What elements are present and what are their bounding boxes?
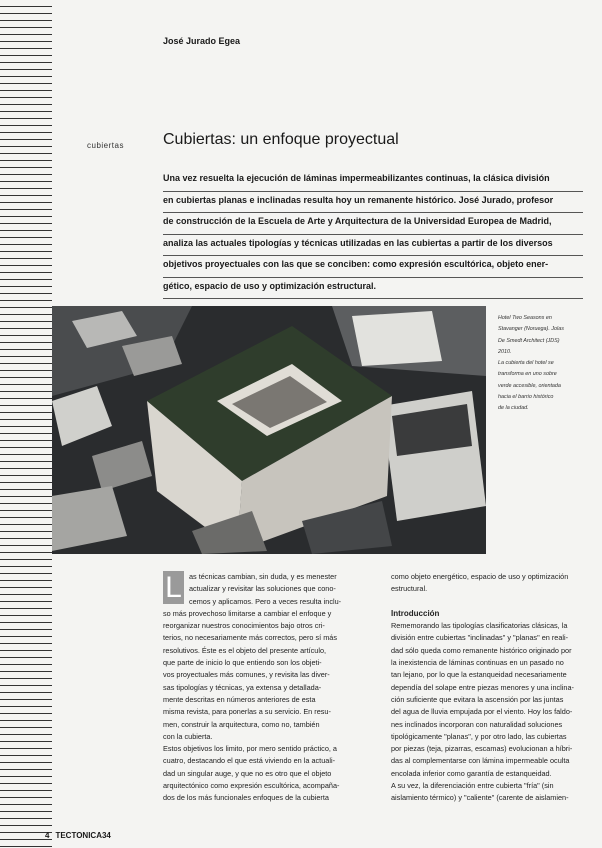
subheading: Introducción	[391, 608, 440, 618]
caption-line: 2010.	[498, 348, 512, 355]
page-number: 4	[45, 831, 50, 840]
magazine-name: TECTONICA34	[55, 831, 111, 840]
body-line: tan lejano, por lo que la estanqueidad necesariamente	[391, 670, 567, 680]
body-line: Estos objetivos los limito, por mero sentido práctico, a	[163, 744, 337, 754]
body-line: del agua de lluvia empujada por el viento. Hoy los faldo-	[391, 707, 573, 717]
lead-line: en cubiertas planas e inclinadas resulta hoy un remanente histórico. José Jurado, profesor	[163, 192, 583, 214]
body-line: das al complementarse con lámina impermeable oculta	[391, 756, 570, 766]
body-line: cemos y aplicamos. Pero a veces resulta inclu-	[189, 596, 342, 606]
body-line: dad un singular auge, y que no es otro que el objeto	[163, 768, 332, 778]
lead-line: objetivos proyectuales con las que se conciben: como expresión escultórica, objeto ener-	[163, 256, 583, 278]
caption-line: de la ciudad.	[498, 405, 529, 412]
caption-line: verde accesible, orientada	[498, 382, 561, 389]
body-line: estructural.	[391, 584, 428, 594]
page-title: Cubiertas: un enfoque proyectual	[163, 131, 399, 148]
caption-line: La cubierta del hotel se	[498, 360, 554, 367]
hotel-photo-illustration	[52, 306, 486, 554]
caption-line: Hotel Two Seasons en	[498, 315, 552, 321]
caption-line: Stavanger (Noruega). Jolas	[498, 326, 564, 333]
body-line: nes inclinados incorporan con naturalidad soluciones	[391, 719, 563, 729]
lead-line: gético, espacio de uso y optimización estructural.	[163, 278, 583, 300]
body-line: so más provechoso limitarse a cambiar el enfoque y	[163, 608, 332, 618]
body-line: encolada inferior como garantía de estanqueidad.	[391, 768, 552, 778]
caption-line: De Smedt Architect (JDS)	[498, 337, 560, 344]
hotel-aerial-photo	[52, 306, 486, 554]
body-line: división entre cubiertas "inclinadas" y "planas" en reali-	[391, 633, 569, 643]
drop-cap: L	[163, 571, 184, 604]
body-line: aislamiento térmico) y "caliente" (carente de aislamien-	[391, 793, 569, 803]
lead-line: de construcción de la Escuela de Arte y Arquitectura de la Universidad Europea de Madrid,	[163, 213, 583, 235]
body-line: dependía del solape entre piezas menores y una inclina-	[391, 682, 574, 692]
body-line: mente descritas en números anteriores de esta	[163, 694, 316, 704]
caption-line: transforma en uno sobre	[498, 371, 557, 378]
body-line: vos proyectuales más comunes, y revisita las diver-	[163, 670, 330, 680]
lead-line: analiza las actuales tipologías y técnicas utilizadas en las cubiertas a partir de los diversos	[163, 235, 583, 257]
page-footer	[45, 831, 111, 840]
body-line: Rememorando las tipologías clasificatorias clásicas, la	[391, 621, 568, 631]
body-line: dos de los más funcionales enfoques de la cubierta	[163, 793, 329, 803]
spacer	[391, 596, 578, 608]
section-label: cubiertas	[87, 141, 124, 150]
author-name: José Jurado Egea	[163, 36, 241, 46]
body-column-left	[163, 571, 378, 805]
body-line: dad sólo queda como remanente histórico originado por	[391, 645, 572, 655]
lead-line: Una vez resuelta la ejecución de láminas impermeabilizantes continuas, la clásica división	[163, 170, 583, 192]
body-line: la inexistencia de láminas continuas en un pasado no	[391, 658, 564, 668]
body-line: sas tipologías y técnicas, ya extensa y detallada-	[163, 682, 322, 692]
body-line: A su vez, la diferenciación entre cubierta "fría" (sin	[391, 781, 554, 791]
body-line: por piezas (teja, pizarras, escamas) evolucionan a híbri-	[391, 744, 573, 754]
lead-paragraph	[163, 170, 583, 299]
body-line: con la cubierta.	[163, 731, 213, 741]
body-line: como objeto energético, espacio de uso y optimización	[391, 572, 569, 581]
body-line: cuatro, destacando el que está viviendo en la actuali-	[163, 756, 335, 766]
body-line: resolutivos. Éste es el objeto del presente artículo,	[163, 645, 327, 655]
body-line: ción suficiente que evitara la ascensión por las juntas	[391, 694, 564, 704]
decorative-margin-lines	[0, 0, 52, 848]
body-line: tipológicamente "planas", y por otro lado, las cubiertas	[391, 731, 567, 741]
body-line: terios, no necesariamente más correctos, pero sí más	[163, 633, 337, 643]
body-line: actualizar y revisitar las soluciones que cono-	[189, 584, 336, 594]
body-line: men, construir la arquitectura, como no, también	[163, 719, 320, 729]
body-line: arquitectónico como expresión escultórica, acompaña-	[163, 781, 340, 791]
photo-caption	[498, 313, 578, 415]
body-column-right	[391, 571, 578, 805]
body-line: misma revista, para ponerlas a su servicio. En resu-	[163, 707, 331, 717]
caption-line: hacia el barrio histórico	[498, 394, 554, 401]
body-line: as técnicas cambian, sin duda, y es menester	[189, 572, 337, 581]
body-line: reorganizar nuestros conocimientos bajo otros cri-	[163, 621, 325, 631]
body-line: que parte de inicio lo que entiendo son los objeti-	[163, 658, 322, 668]
